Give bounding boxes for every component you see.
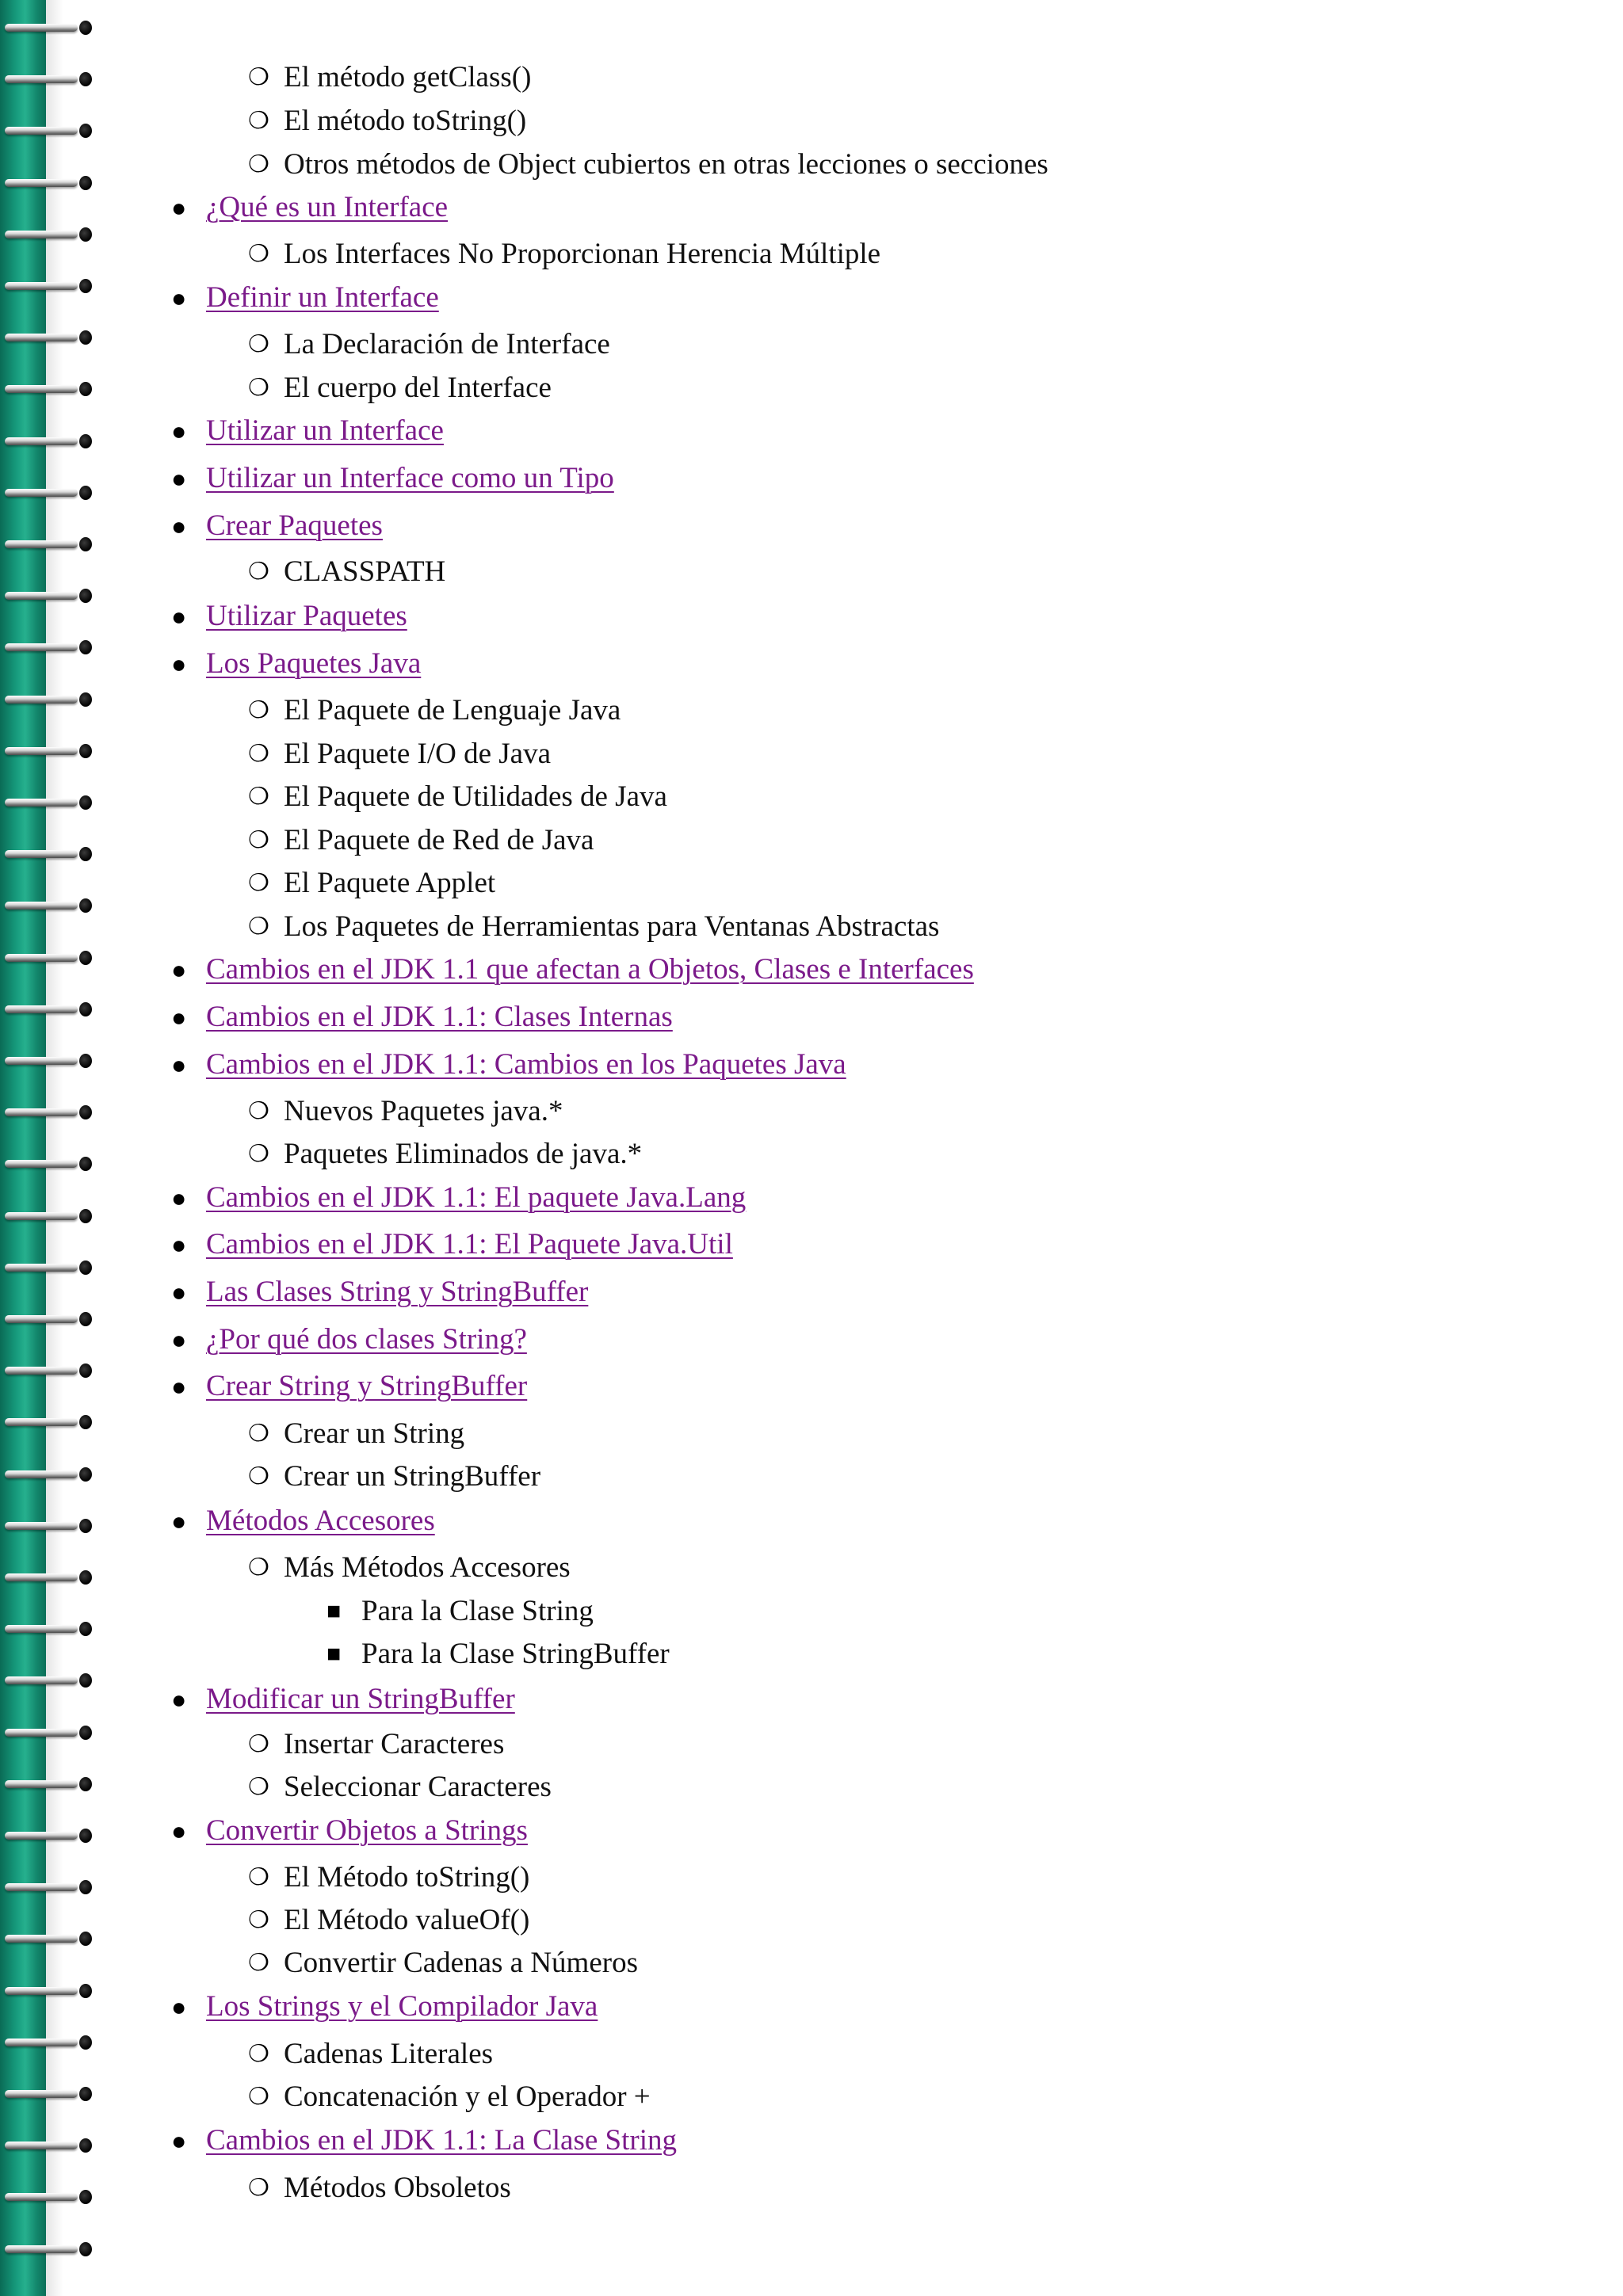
square-bullet-icon: ■ bbox=[327, 1598, 342, 1624]
toc-item-level2 bbox=[248, 2080, 651, 2115]
hollow-circle-bullet-icon: ❍ bbox=[248, 2084, 269, 2110]
filled-circle-bullet-icon: ● bbox=[171, 512, 187, 540]
toc-item-level2 bbox=[248, 1727, 505, 1762]
toc-item-level2 bbox=[248, 327, 610, 362]
hollow-circle-bullet-icon: ❍ bbox=[248, 1774, 269, 1800]
toc-item-level1[interactable] bbox=[171, 2123, 677, 2158]
filled-circle-bullet-icon: ● bbox=[171, 284, 187, 312]
toc-item-level1[interactable] bbox=[171, 599, 407, 634]
toc-item-level2 bbox=[248, 1946, 638, 1981]
filled-circle-bullet-icon: ● bbox=[171, 602, 187, 631]
toc-label: Nuevos Paquetes java.* bbox=[284, 1095, 563, 1127]
toc-item-level1[interactable] bbox=[171, 1047, 846, 1082]
hollow-circle-bullet-icon: ❍ bbox=[248, 1554, 269, 1581]
toc-item-level1[interactable] bbox=[171, 1275, 589, 1310]
filled-circle-bullet-icon: ● bbox=[171, 1685, 187, 1714]
toc-link[interactable]: Crear Paquetes bbox=[206, 509, 383, 542]
toc-label: Para la Clase StringBuffer bbox=[361, 1638, 670, 1670]
filled-circle-bullet-icon: ● bbox=[171, 1325, 187, 1354]
toc-item-level2 bbox=[248, 60, 532, 95]
toc-item-level1[interactable] bbox=[171, 190, 449, 225]
hollow-circle-bullet-icon: ❍ bbox=[248, 1098, 269, 1124]
toc-link[interactable]: Convertir Objetos a Strings bbox=[206, 1814, 528, 1847]
hollow-circle-bullet-icon: ❍ bbox=[248, 870, 269, 896]
toc-item-level2 bbox=[248, 1137, 643, 1172]
toc-label: El método getClass() bbox=[284, 61, 532, 93]
toc-label: Métodos Obsoletos bbox=[284, 2172, 511, 2204]
toc-item-level1[interactable] bbox=[171, 1000, 673, 1035]
toc-item-level1[interactable] bbox=[171, 509, 383, 543]
toc-item-level1[interactable] bbox=[171, 461, 614, 496]
toc-link[interactable]: Definir un Interface bbox=[206, 281, 439, 314]
toc-link[interactable]: Los Paquetes Java bbox=[206, 647, 422, 680]
toc-link[interactable]: Utilizar un Interface bbox=[206, 414, 444, 447]
hollow-circle-bullet-icon: ❍ bbox=[248, 375, 269, 401]
toc-item-level1[interactable] bbox=[171, 1504, 435, 1539]
toc-item-level3 bbox=[327, 1637, 670, 1672]
filled-circle-bullet-icon: ● bbox=[171, 1003, 187, 1032]
toc-label: El Método toString() bbox=[284, 1861, 530, 1894]
hollow-circle-bullet-icon: ❍ bbox=[248, 1731, 269, 1757]
toc-item-level3 bbox=[327, 1594, 594, 1629]
toc-item-level1[interactable] bbox=[171, 1989, 598, 2024]
hollow-circle-bullet-icon: ❍ bbox=[248, 2175, 269, 2201]
hollow-circle-bullet-icon: ❍ bbox=[248, 697, 269, 723]
toc-item-level2 bbox=[248, 1903, 530, 1938]
toc-label: El cuerpo del Interface bbox=[284, 372, 552, 404]
toc-label: Más Métodos Accesores bbox=[284, 1551, 571, 1584]
filled-circle-bullet-icon: ● bbox=[171, 1817, 187, 1845]
toc-label: Seleccionar Caracteres bbox=[284, 1771, 552, 1803]
toc-item-level1[interactable] bbox=[171, 646, 422, 681]
toc-label: Paquetes Eliminados de java.* bbox=[284, 1138, 643, 1170]
toc-link[interactable]: Los Strings y el Compilador Java bbox=[206, 1990, 598, 2023]
toc-link[interactable]: ¿Qué es un Interface bbox=[206, 191, 449, 223]
toc-item-level1[interactable] bbox=[171, 414, 444, 448]
toc-link[interactable]: Utilizar Paquetes bbox=[206, 600, 407, 632]
toc-link[interactable]: Utilizar un Interface como un Tipo bbox=[206, 462, 614, 494]
toc-link[interactable]: ¿Por qué dos clases String? bbox=[206, 1323, 527, 1356]
hollow-circle-bullet-icon: ❍ bbox=[248, 741, 269, 767]
toc-link[interactable]: Crear String y StringBuffer bbox=[206, 1370, 528, 1402]
toc-label: Cadenas Literales bbox=[284, 2038, 494, 2070]
toc-item-level2 bbox=[248, 2171, 511, 2206]
hollow-circle-bullet-icon: ❍ bbox=[248, 1864, 269, 1890]
toc-label: Convertir Cadenas a Números bbox=[284, 1947, 638, 1979]
toc-item-level2 bbox=[248, 1417, 465, 1451]
hollow-circle-bullet-icon: ❍ bbox=[248, 1421, 269, 1447]
toc-label: Concatenación y el Operador + bbox=[284, 2081, 651, 2113]
hollow-circle-bullet-icon: ❍ bbox=[248, 64, 269, 90]
toc-item-level2 bbox=[248, 1550, 571, 1585]
toc-item-level2 bbox=[248, 780, 667, 814]
hollow-circle-bullet-icon: ❍ bbox=[248, 1463, 269, 1489]
toc-label: Crear un String bbox=[284, 1417, 465, 1450]
toc-label: El Método valueOf() bbox=[284, 1904, 530, 1936]
filled-circle-bullet-icon: ● bbox=[171, 1993, 187, 2021]
square-bullet-icon: ■ bbox=[327, 1641, 342, 1667]
hollow-circle-bullet-icon: ❍ bbox=[248, 784, 269, 810]
filled-circle-bullet-icon: ● bbox=[171, 1230, 187, 1259]
toc-link[interactable]: Cambios en el JDK 1.1 que afectan a Objetos, Clases e Interfaces bbox=[206, 953, 974, 986]
filled-circle-bullet-icon: ● bbox=[171, 1278, 187, 1306]
hollow-circle-bullet-icon: ❍ bbox=[248, 559, 269, 585]
toc-label: CLASSPATH bbox=[284, 555, 446, 588]
toc-label: La Declaración de Interface bbox=[284, 328, 610, 360]
hollow-circle-bullet-icon: ❍ bbox=[248, 1950, 269, 1976]
toc-item-level1[interactable] bbox=[171, 280, 439, 315]
toc-item-level1[interactable] bbox=[171, 952, 974, 987]
filled-circle-bullet-icon: ● bbox=[171, 1507, 187, 1535]
hollow-circle-bullet-icon: ❍ bbox=[248, 241, 269, 267]
toc-link[interactable]: Cambios en el JDK 1.1: Clases Internas bbox=[206, 1001, 673, 1033]
toc-item-level2 bbox=[248, 237, 881, 272]
toc-item-level2 bbox=[248, 555, 446, 589]
hollow-circle-bullet-icon: ❍ bbox=[248, 1141, 269, 1167]
toc-item-level1[interactable] bbox=[171, 1322, 527, 1357]
toc-item-level2 bbox=[248, 823, 594, 858]
filled-circle-bullet-icon: ● bbox=[171, 464, 187, 493]
hollow-circle-bullet-icon: ❍ bbox=[248, 2041, 269, 2067]
toc-item-level2 bbox=[248, 1459, 541, 1494]
toc-link[interactable]: Cambios en el JDK 1.1: El paquete Java.Lang bbox=[206, 1181, 747, 1214]
toc-item-level2 bbox=[248, 1860, 530, 1895]
toc-label: El Paquete Applet bbox=[284, 867, 496, 899]
toc-label: Los Paquetes de Herramientas para Ventanas Abstractas bbox=[284, 910, 940, 943]
filled-circle-bullet-icon: ● bbox=[171, 650, 187, 678]
toc-link[interactable]: Cambios en el JDK 1.1: El Paquete Java.Util bbox=[206, 1228, 733, 1261]
toc-item-level1[interactable] bbox=[171, 1369, 528, 1404]
hollow-circle-bullet-icon: ❍ bbox=[248, 151, 269, 177]
toc-item-level2 bbox=[248, 104, 527, 139]
hollow-circle-bullet-icon: ❍ bbox=[248, 331, 269, 357]
toc-item-level2 bbox=[248, 866, 496, 901]
filled-circle-bullet-icon: ● bbox=[171, 955, 187, 984]
toc-item-level1[interactable] bbox=[171, 1814, 528, 1848]
filled-circle-bullet-icon: ● bbox=[171, 1372, 187, 1401]
toc-item-level1[interactable] bbox=[171, 1682, 515, 1717]
toc-item-level2 bbox=[248, 371, 552, 406]
toc-label: El Paquete de Lenguaje Java bbox=[284, 694, 621, 727]
filled-circle-bullet-icon: ● bbox=[171, 2126, 187, 2155]
toc-item-level1[interactable] bbox=[171, 1227, 733, 1262]
toc-label: El Paquete I/O de Java bbox=[284, 738, 551, 770]
toc-item-level2 bbox=[248, 693, 621, 728]
toc-label: Otros métodos de Object cubiertos en otras lecciones o secciones bbox=[284, 148, 1048, 181]
hollow-circle-bullet-icon: ❍ bbox=[248, 108, 269, 134]
toc-label: Para la Clase String bbox=[361, 1595, 594, 1627]
toc-label: Los Interfaces No Proporcionan Herencia Múltiple bbox=[284, 238, 881, 270]
toc-label: Crear un StringBuffer bbox=[284, 1460, 541, 1493]
toc-label: Insertar Caracteres bbox=[284, 1728, 505, 1760]
filled-circle-bullet-icon: ● bbox=[171, 1051, 187, 1079]
hollow-circle-bullet-icon: ❍ bbox=[248, 913, 269, 940]
toc-label: El Paquete de Utilidades de Java bbox=[284, 780, 667, 813]
filled-circle-bullet-icon: ● bbox=[171, 193, 187, 222]
toc-item-level2 bbox=[248, 1770, 552, 1805]
toc-label: El Paquete de Red de Java bbox=[284, 824, 594, 856]
toc-link[interactable]: Modificar un StringBuffer bbox=[206, 1683, 515, 1715]
toc-item-level2 bbox=[248, 2037, 494, 2072]
toc-item-level2 bbox=[248, 147, 1048, 182]
toc-link[interactable]: Cambios en el JDK 1.1: Cambios en los Paquetes Java bbox=[206, 1048, 846, 1081]
toc-item-level2 bbox=[248, 910, 940, 944]
filled-circle-bullet-icon: ● bbox=[171, 417, 187, 445]
toc-item-level1[interactable] bbox=[171, 1180, 747, 1215]
filled-circle-bullet-icon: ● bbox=[171, 1184, 187, 1212]
toc-label: El método toString() bbox=[284, 105, 527, 137]
hollow-circle-bullet-icon: ❍ bbox=[248, 827, 269, 853]
toc-link[interactable]: Las Clases String y StringBuffer bbox=[206, 1276, 589, 1308]
hollow-circle-bullet-icon: ❍ bbox=[248, 1907, 269, 1933]
toc-item-level2 bbox=[248, 737, 551, 772]
toc-link[interactable]: Cambios en el JDK 1.1: La Clase String bbox=[206, 2124, 677, 2157]
toc-item-level2 bbox=[248, 1094, 563, 1129]
toc-link[interactable]: Métodos Accesores bbox=[206, 1505, 435, 1537]
